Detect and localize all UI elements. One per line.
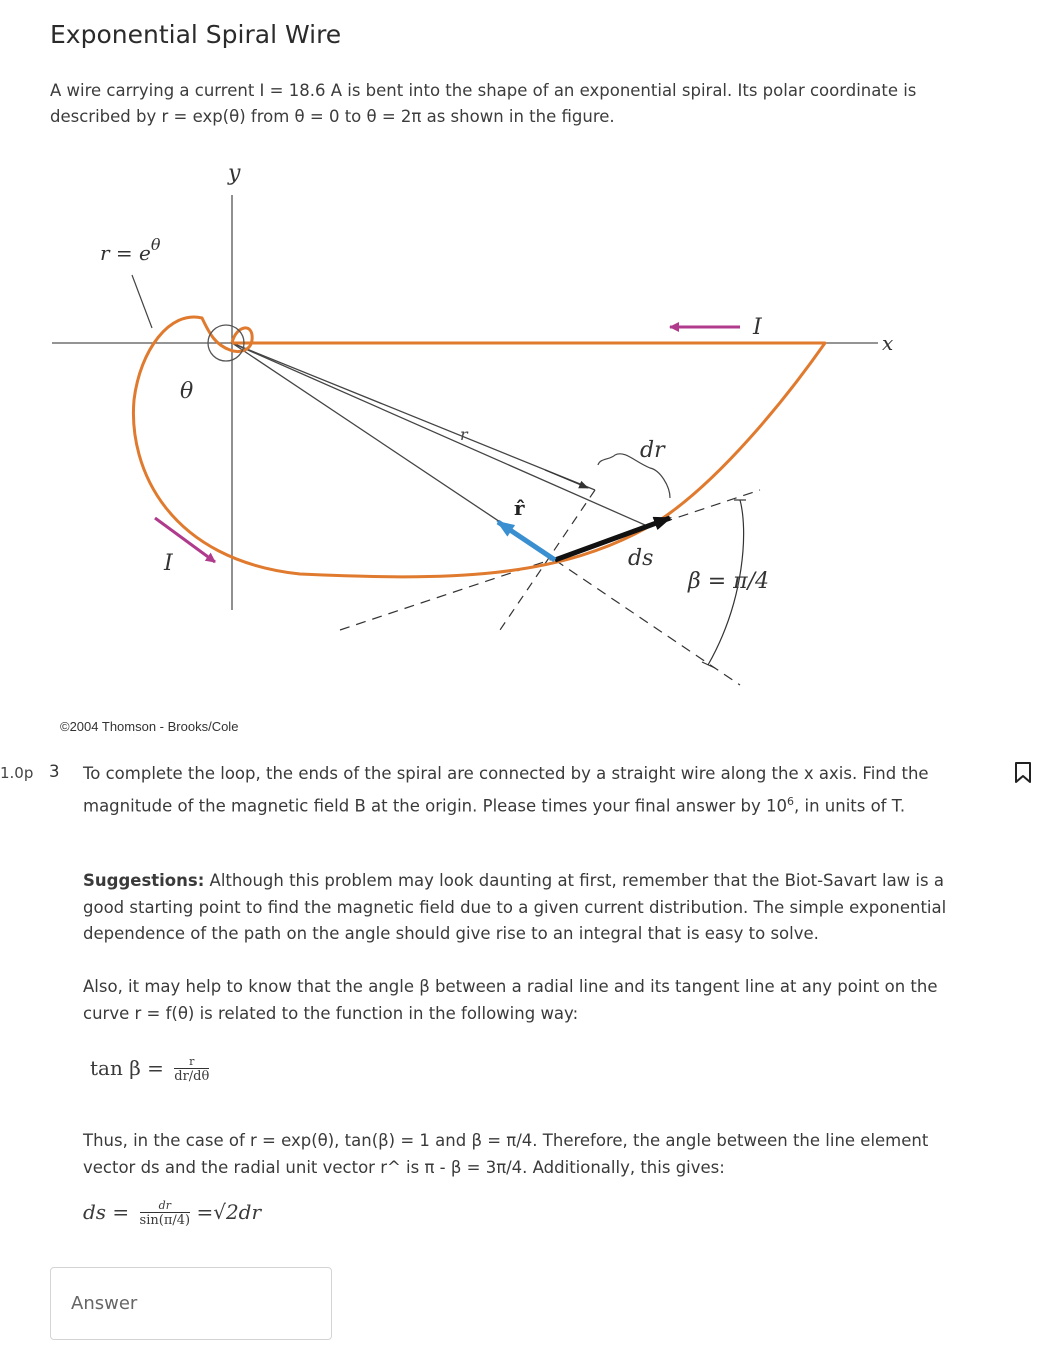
bookmark-icon[interactable] — [1014, 762, 1032, 784]
spiral-label-pointer — [132, 275, 152, 328]
tan-beta-fraction — [174, 1056, 209, 1083]
question-line-2 — [83, 788, 963, 821]
tan-beta-lhs: tan β = — [90, 1056, 164, 1080]
label-r: r — [460, 425, 468, 444]
label-y: y — [228, 161, 241, 186]
question-number: 3 — [49, 762, 60, 781]
label-current-left: I — [164, 551, 173, 576]
question-text — [83, 760, 963, 821]
label-x: x — [882, 331, 894, 355]
ds-rhs: =√2dr — [196, 1200, 262, 1224]
suggestions-paragraph — [83, 868, 983, 948]
question-line-2-main: magnitude of the magnetic field B at the origin. Please times your final answer by 10 — [83, 796, 787, 816]
ds-fraction — [140, 1200, 191, 1227]
radial-line-3 — [232, 343, 645, 525]
tan-beta-numerator: r — [174, 1056, 209, 1069]
label-spiral-equation: $r = e^\theta$ — [100, 235, 161, 265]
intro-line-1: A wire carrying a current I = 18.6 A is bent into the shape of an exponential spiral. Its polar coordinate is — [50, 81, 917, 100]
thus-paragraph: Thus, in the case of r = exp(θ), tan(β) = 1 and β = π/4. Therefore, the angle between the line element vector ds and the radial unit vector r^ is π - β = 3π/4. Additionally, this gives: — [83, 1131, 929, 1177]
rhat-vector — [498, 522, 555, 560]
suggestions-text: Although this problem may look daunting at first, remember that the Biot-Savart law is a good starting point to find the magnetic field due to a given current distribution. The simple exponential dependence of the path on the angle should give rise to an integral that is easy to solve. — [83, 871, 947, 943]
question-points: 1.0p — [0, 764, 34, 782]
suggestions-label: Suggestions: — [83, 871, 205, 890]
beta-relation-paragraph: Also, it may help to know that the angle β between a radial line and its tangent line at any point on the curve r = f(θ) is related to the function in the following way: — [83, 977, 938, 1023]
intro-text — [50, 78, 950, 130]
copyright-notice: ©2004 Thomson - Brooks/Cole — [60, 719, 239, 734]
label-current-top: I — [753, 315, 762, 340]
intro-line-2: described by r = exp(θ) from θ = 0 to θ = 2π as shown in the figure. — [50, 107, 615, 126]
ds-lhs: ds = — [83, 1200, 130, 1224]
ds-numerator: dr — [140, 1200, 191, 1213]
label-beta: β = π/4 — [688, 569, 770, 594]
dr-tick-arrow — [545, 470, 588, 488]
tan-beta-denominator: dr/dθ — [174, 1069, 210, 1084]
label-ds: ds — [628, 546, 654, 571]
question-exponent: 6 — [787, 795, 794, 808]
page-title: Exponential Spiral Wire — [50, 20, 342, 49]
label-theta: θ — [180, 379, 194, 404]
answer-input[interactable] — [51, 1268, 331, 1339]
radial-line-2 — [232, 343, 595, 490]
label-rhat: r̂ — [514, 496, 525, 520]
tangent-dashed-line — [340, 490, 760, 630]
label-dr: dr — [640, 438, 665, 463]
tan-beta-formula — [90, 1056, 209, 1083]
ds-denominator: sin(π/4) — [139, 1213, 191, 1228]
question-line-1: To complete the loop, the ends of the spiral are connected by a straight wire along the x axis. Find the — [83, 764, 929, 783]
spiral-figure — [40, 150, 920, 710]
answer-box — [50, 1267, 332, 1340]
spiral-wire — [133, 317, 825, 577]
ds-formula — [83, 1200, 261, 1227]
question-line-2-end: , in units of T. — [794, 796, 906, 816]
